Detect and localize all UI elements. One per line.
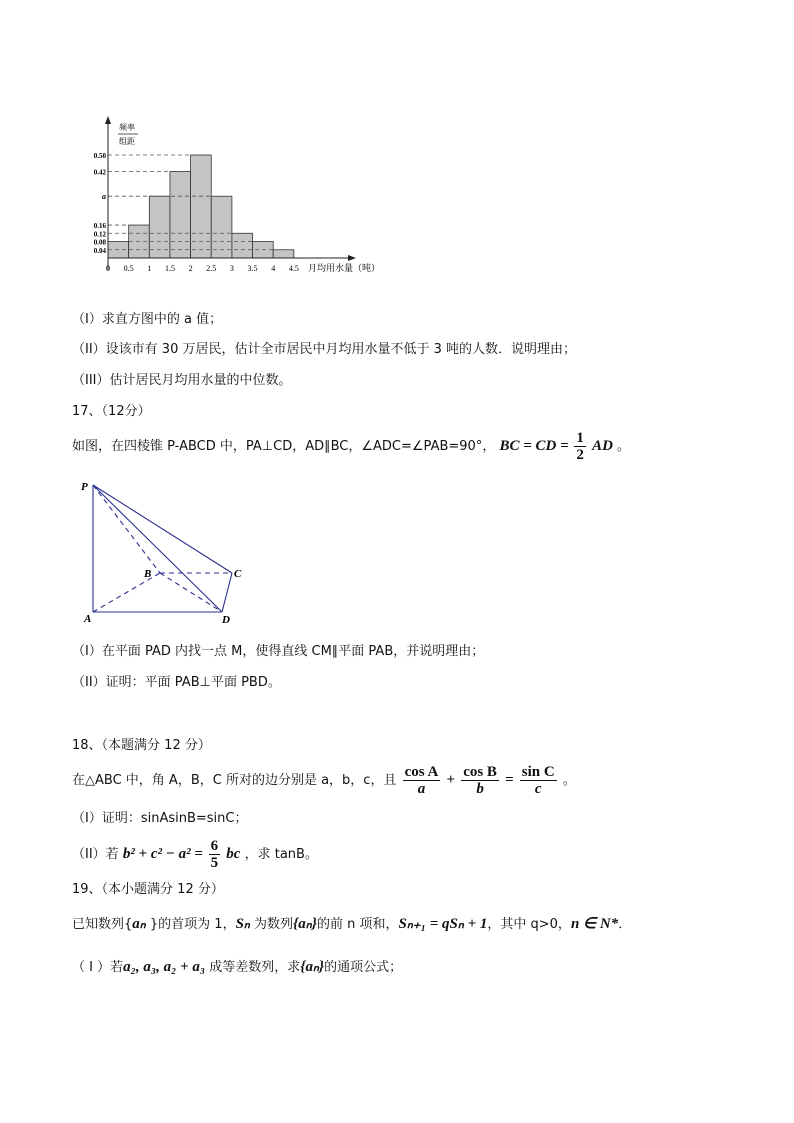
histogram-chart [0,0,794,290]
x-tick-label: 3.5 [247,264,258,273]
q18-f3-den: c [534,781,542,797]
edge-PC [93,485,232,573]
q17-fraction [574,430,586,463]
q19-stem [72,915,631,934]
label-D: D [222,614,230,626]
label-A: A [84,613,92,625]
y-tick-labels [94,152,107,255]
q17-part2: （II）证明：平面 PAB⊥平面 PBD。 [72,675,281,690]
q18-p2-post: ，求 tanB。 [244,847,318,862]
label-P: P [81,481,88,493]
q19-p1-pre: （ I ）若 [72,960,124,975]
q18-p2-frac-num: 6 [210,838,219,854]
edge-PB [93,485,160,573]
q18-stem [72,764,576,797]
q18-equals: = [505,772,514,788]
q18-p2-eq: b² + c² − a² = [122,846,207,862]
q18-plus: + [446,772,456,788]
y-tick-label: a [102,192,106,202]
q17-stem-end: 。 [617,439,631,454]
q18-frac-sinC [520,764,557,797]
edge-DC [222,573,232,612]
q19-stem-e: ，其中 q>0， [487,917,571,932]
y-tick-label: 0.16 [93,222,106,231]
q18-f1-den: a [417,781,426,797]
q18-part1: （I）证明：sinAsinB=sinC； [72,811,248,826]
q18-frac-cosB [461,764,499,797]
q17-stem [72,430,630,463]
y-axis-label-top: 频率 [119,123,135,132]
x-tick-label: 0.5 [123,264,134,273]
histogram-bar [273,250,294,258]
q19-recurrence: Sₙ₊₁ = qSₙ + 1 [398,916,488,932]
q18-f3-num: sin C [521,764,555,780]
label-B: B [144,568,152,580]
x-tick-label: 0 [106,264,110,273]
histogram-bars [108,155,294,258]
x-axis-label: 月均用水量（吨） [308,263,381,273]
q19-Sn: Sₙ [235,916,250,932]
q18-f2-den: b [476,781,484,797]
q18-frac-cosA [403,764,441,797]
histogram-bar [149,196,170,258]
q19-part1 [72,958,402,977]
pyramid-figure [0,475,794,635]
q16-part2: （II）设该市有 30 万居民，估计全市居民中月均用水量不低于 3 吨的人数．说明理由； [72,342,577,357]
x-tick-label: 4.5 [288,264,299,273]
q17-stem-text: 如图，在四棱锥 P-ABCD 中，PA⊥CD，AD∥BC，∠ADC=∠PAB=90°， [72,439,496,454]
x-tick-labels [106,264,299,273]
q19-n-in: n ∈ N* [570,916,619,932]
x-tick-label: 2.5 [206,264,217,273]
q18-f2-num: cos B [463,764,497,780]
x-axis-arrow [348,255,356,261]
q19-stem-a: 已知数列{ [72,917,133,932]
histogram-bar [232,233,253,258]
q18-part2 [72,838,318,871]
x-tick-label: 1 [147,264,152,273]
y-axis-arrow [105,116,111,124]
q17-header: 17、（12分） [72,404,151,419]
histogram-bar [170,171,191,258]
y-tick-label: 0.12 [93,230,106,239]
q19-p1-post: 的通项公式； [324,960,403,975]
q18-p2-frac-den: 5 [210,855,219,871]
q17-eq-left: BC = CD = [499,438,573,454]
q18-stem-text: 在△ABC 中，角 A，B，C 所对的边分别是 a，b，c，且 [72,773,397,788]
q19-an-set: {aₙ} [293,916,317,932]
label-C: C [234,568,242,580]
edge-BD [160,573,222,612]
q19-p1-set: {aₙ} [300,959,325,975]
histogram-bar [211,196,232,258]
histogram-bar [191,155,212,258]
x-tick-label: 1.5 [164,264,175,273]
q19-p1-mid: 成等差数列，求 [205,960,301,975]
y-tick-label: 0.08 [93,238,106,247]
q19-header: 19、（本小题满分 12 分） [72,882,224,897]
q18-p2-eq-tail: bc [226,846,241,862]
q19-stem-f: ． [618,917,632,932]
y-tick-label: 0.04 [93,246,106,255]
q17-frac-den: 2 [576,447,584,463]
q18-p2-fraction [209,838,221,871]
q18-stem-end: 。 [562,773,576,788]
q19-an: aₙ [132,916,146,932]
q17-part1: （I）在平面 PAD 内找一点 M，使得直线 CM∥平面 PAB，并说明理由； [72,644,485,659]
y-axis-label-bottom: 组距 [119,137,135,146]
q19-stem-c: 为数列 [249,917,294,932]
x-tick-label: 2 [188,264,193,273]
q18-p2-pre: （II）若 [72,847,119,862]
q19-p1-terms: a₂, a₃, a₂ + a₃ [123,959,206,975]
q17-eq-right: AD [592,438,613,454]
edge-PD [93,485,222,612]
q18-header: 18、（本题满分 12 分） [72,738,211,753]
q16-part1: （I）求直方图中的 a 值； [72,312,223,327]
x-tick-label: 3 [229,264,234,273]
q19-stem-b: }的首项为 1， [145,917,236,932]
q17-frac-num: 1 [576,430,584,446]
q16-part3: （III）估计居民月均用水量的中位数。 [72,373,292,388]
q18-f1-num: cos A [404,764,439,780]
y-tick-label: 0.50 [93,152,106,160]
y-tick-label: 0.42 [93,168,106,177]
x-tick-label: 4 [271,264,276,273]
q19-stem-d: 的前 n 项和， [316,917,399,932]
